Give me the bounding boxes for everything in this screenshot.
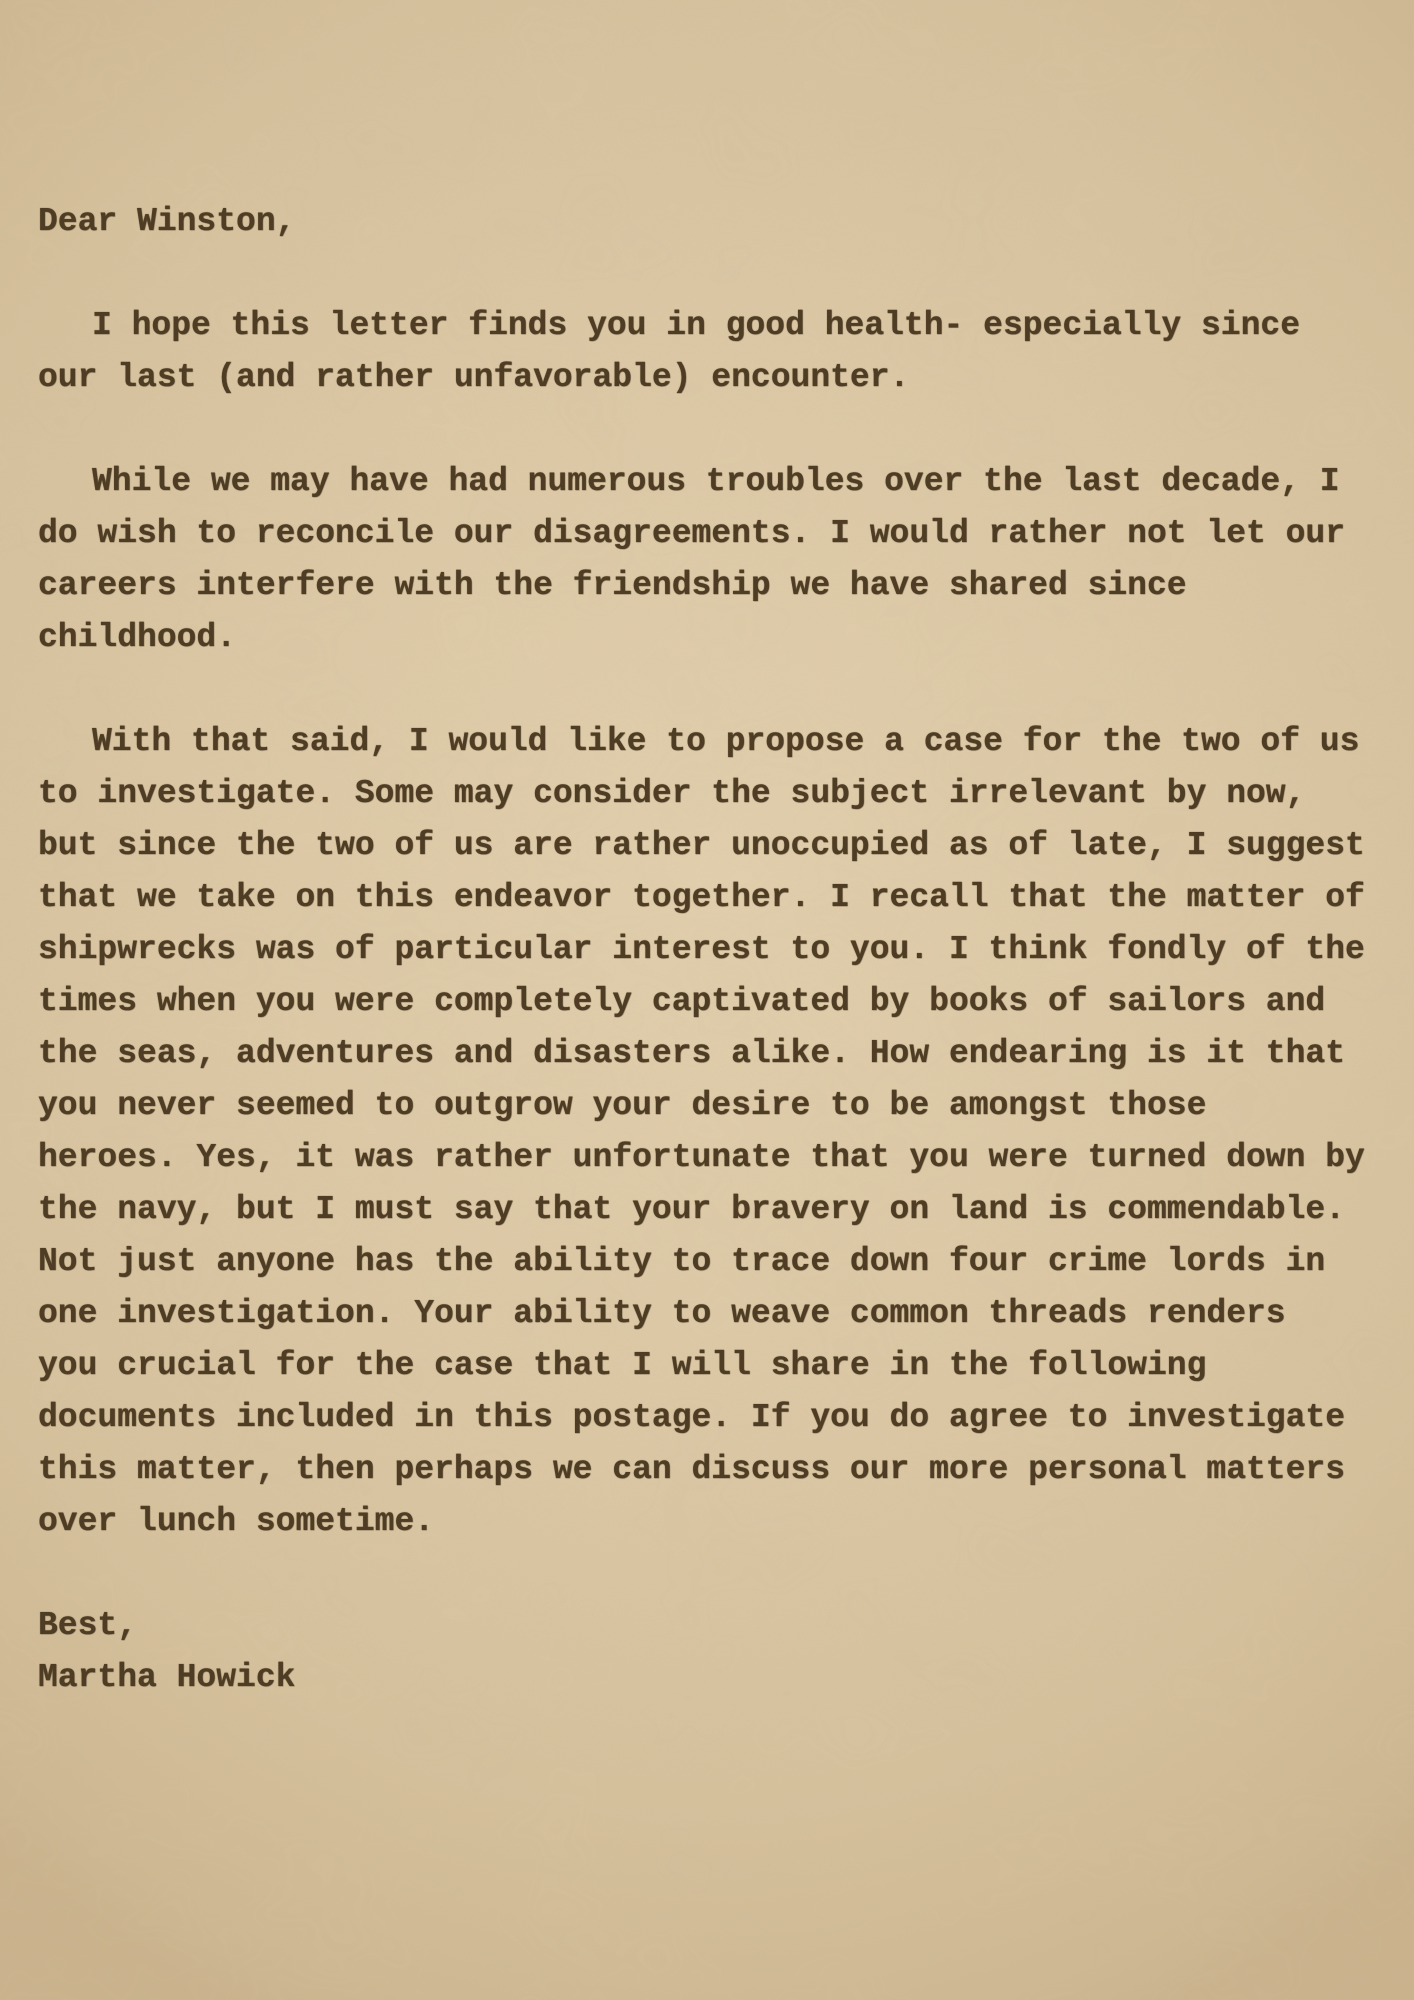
- letter-line: this matter, then perhaps we can discuss our more personal matters: [38, 1451, 1346, 1488]
- letter-line: heroes. Yes, it was rather unfortunate that you were turned down by: [38, 1139, 1365, 1176]
- signature-block: [38, 1600, 1384, 1704]
- paragraph-3: [38, 716, 1384, 1548]
- letter-line: shipwrecks was of particular interest to you. I think fondly of the: [38, 931, 1365, 968]
- salutation-text: Dear Winston,: [38, 203, 296, 240]
- letter-line: I hope this letter finds you in good health- especially since: [92, 307, 1300, 344]
- closing-text: Best,: [38, 1607, 138, 1644]
- letter-line: you never seemed to outgrow your desire to be amongst those: [38, 1087, 1207, 1124]
- letter-line: but since the two of us are rather unoccupied as of late, I suggest: [38, 827, 1365, 864]
- letter-line: Not just anyone has the ability to trace down four crime lords in: [38, 1243, 1326, 1280]
- letter-line: that we take on this endeavor together. I recall that the matter of: [38, 879, 1365, 916]
- letter-line: over lunch sometime.: [38, 1503, 435, 1540]
- letter-line: our last (and rather unfavorable) encounter.: [38, 359, 910, 396]
- letter-line: to investigate. Some may consider the subject irrelevant by now,: [38, 775, 1306, 812]
- salutation: [38, 196, 1384, 248]
- letter-line: the navy, but I must say that your bravery on land is commendable.: [38, 1191, 1346, 1228]
- letter-line: do wish to reconcile our disagreements. I would rather not let our: [38, 515, 1346, 552]
- letter-line: childhood.: [38, 619, 237, 656]
- letter-line: documents included in this postage. If you do agree to investigate: [38, 1399, 1346, 1436]
- letter-line: With that said, I would like to propose a case for the two of us: [92, 723, 1360, 760]
- letter-line: While we may have had numerous troubles over the last decade, I: [92, 463, 1340, 500]
- letter-line: the seas, adventures and disasters alike. How endearing is it that: [38, 1035, 1346, 1072]
- paragraph-1: [38, 300, 1384, 404]
- letter-line: careers interfere with the friendship we have shared since: [38, 567, 1187, 604]
- letter-line: one investigation. Your ability to weave common threads renders: [38, 1295, 1286, 1332]
- letter-line: times when you were completely captivated by books of sailors and: [38, 983, 1326, 1020]
- letter-line: you crucial for the case that I will share in the following: [38, 1347, 1207, 1384]
- paragraph-2: [38, 456, 1384, 664]
- signature-name: Martha Howick: [38, 1659, 296, 1696]
